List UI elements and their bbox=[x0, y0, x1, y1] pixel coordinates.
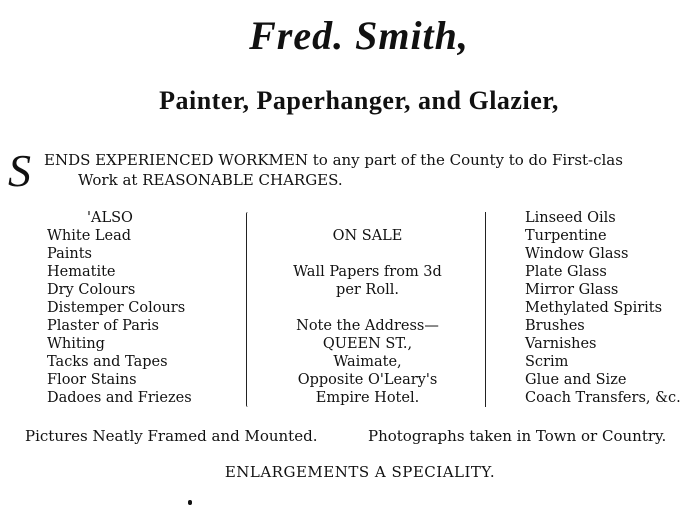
list-item: Floor Stains bbox=[47, 372, 137, 388]
ink-speck bbox=[188, 500, 192, 505]
intro-line-2: Work at REASONABLE CHARGES. bbox=[78, 171, 343, 189]
list-item: Coach Transfers, &c. bbox=[525, 390, 681, 406]
pictures-framed-line: Pictures Neatly Framed and Mounted. bbox=[25, 427, 318, 445]
list-item: Mirror Glass bbox=[525, 282, 619, 298]
list-item: Turpentine bbox=[525, 228, 607, 244]
on-sale-heading: ON SALE bbox=[332, 228, 403, 244]
list-item: Scrim bbox=[525, 354, 569, 370]
list-item: Plaster of Paris bbox=[47, 318, 159, 334]
photographs-line: Photographs taken in Town or Country. bbox=[368, 427, 667, 445]
address-line-3: Waimate, bbox=[333, 354, 402, 370]
list-item: Tacks and Tapes bbox=[47, 354, 168, 370]
list-item: Linseed Oils bbox=[525, 210, 616, 226]
enlargements-line: ENLARGEMENTS A SPECIALITY. bbox=[224, 463, 496, 481]
middle-column bbox=[250, 227, 485, 407]
right-column bbox=[525, 209, 681, 407]
list-item: Window Glass bbox=[525, 246, 629, 262]
list-item: Dry Colours bbox=[47, 282, 136, 298]
list-item: White Lead bbox=[47, 228, 132, 244]
intro-line-1: ENDS EXPERIENCED WORKMEN to any part of the County to do First-clas bbox=[44, 151, 623, 169]
address-line-1: Note the Address— bbox=[296, 318, 439, 334]
list-item: Distemper Colours bbox=[47, 300, 186, 316]
address-line-4: Opposite O'Leary's bbox=[297, 372, 438, 388]
list-item: Dadoes and Friezes bbox=[47, 390, 192, 406]
trade-title: Painter, Paperhanger, and Glazier, bbox=[159, 86, 559, 115]
also-heading: 'ALSO bbox=[87, 210, 133, 226]
list-item: Hematite bbox=[47, 264, 116, 280]
wallpaper-line-2: per Roll. bbox=[336, 282, 399, 298]
list-item: Varnishes bbox=[525, 336, 597, 352]
address-line-5: Empire Hotel. bbox=[315, 390, 420, 406]
drop-cap: S bbox=[8, 145, 31, 196]
list-item: Methylated Spirits bbox=[525, 300, 663, 316]
right-bracket-divider bbox=[485, 212, 489, 407]
list-item: Glue and Size bbox=[525, 372, 627, 388]
list-item: Brushes bbox=[525, 318, 585, 334]
list-item: Paints bbox=[47, 246, 92, 262]
list-item: Plate Glass bbox=[525, 264, 607, 280]
list-item: Whiting bbox=[47, 336, 105, 352]
business-name: Fred. Smith, bbox=[249, 13, 469, 58]
left-column bbox=[47, 209, 192, 407]
address-line-2: QUEEN ST., bbox=[322, 336, 413, 352]
wallpaper-line-1: Wall Papers from 3d bbox=[293, 264, 442, 280]
